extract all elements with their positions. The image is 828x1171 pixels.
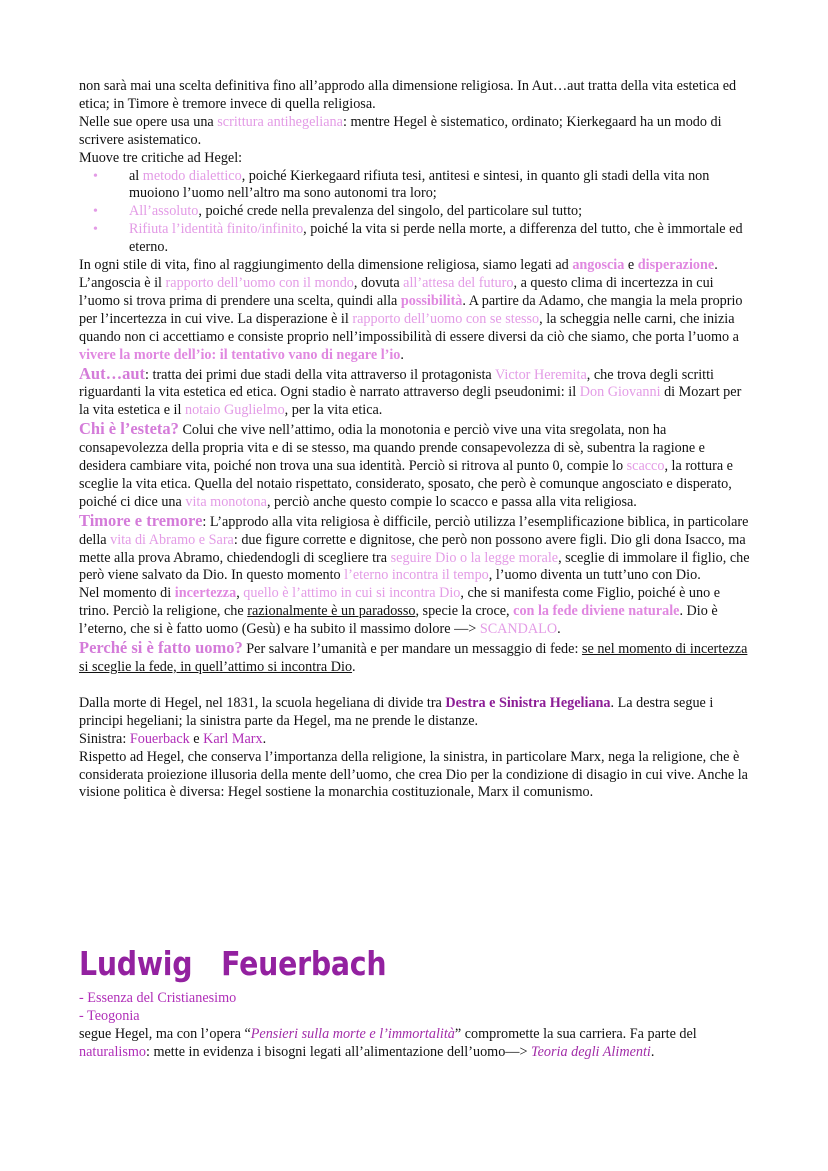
text: In ogni stile di vita, fino al raggiungimento della dimensione religiosa, siamo legati ad [79,257,573,274]
text: e [624,257,638,274]
text: , specie la croce, [415,603,514,620]
paragraph [79,1026,751,1062]
highlight: quello è l’attimo in cui si incontra Dio [243,585,461,602]
highlight: Don Giovanni [579,384,661,401]
text: di Mozart per la vita estetica e il [79,384,742,419]
text: . L’angoscia è il [79,257,718,291]
text: Colui che vive nell’attimo, odia la monotonia e perciò vive una vita sregolata, non ha consapevolezza della propria vita e di se stesso, ma quando prende consapevolezza di sè, subentra la ragione e desidera cambiare vita, poiché non trova una sua identità. Perciò si ritrova al punto 0, compie lo [79,422,705,475]
text: : due figure corrette e dignitose, che però non possono avere figli. Dio gli dona Isacco, ma mette alla prova Abramo, chiedendogli di scegliere tra [79,531,746,566]
highlight: all’attesa del futuro [403,274,514,291]
highlight: All’assoluto [129,203,199,220]
text: , poiché la vita si perde nella morte, a differenza del tutto, che è immortale ed eterno. [129,221,743,256]
text: , sceglie di immolare il figlio, che però viene salvato da Dio. In questo momento [79,549,750,584]
list-item [129,168,751,204]
text: , perciò anche questo compie lo scacco e passa alla vita religiosa. [266,493,637,510]
highlight: scrittura antihegeliana [217,113,343,130]
text: . [557,621,561,638]
text: non sarà mai una scelta definitiva fino all’approdo alla dimensione religiosa. In Aut…aut tratta della vita estetica ed etica; in Timore è tremore invece di quella religiosa. [79,78,737,112]
paragraph [79,749,751,803]
text: , per la vita etica. [284,402,383,419]
text: Dalla morte di Hegel, nel 1831, la scuola hegeliana di divide tra [79,694,446,711]
paragraph [79,257,751,364]
section-heading: Perché si è fatto uomo? [79,638,243,658]
section-heading: Aut…aut [79,363,146,383]
list-item [129,221,751,257]
text: Rispetto ad Hegel, che conserva l’importanza della religione, la sinistra, in particolare Marx, nega la religione, che è considerata proiezione illusoria della mente dell’uomo, che crea Dio per la condizione di disagio in cui vive. Anche la visione politica è diversa: Hegel sostiene la monarchia costituzionale, Marx il comunismo. [79,748,748,801]
text: , poiché crede nella prevalenza del singolo, del particolare sul tutto; [198,203,583,220]
section-title: Ludwig Feuerbach [79,944,387,983]
italic-highlight: Teoria degli Alimenti [531,1043,651,1060]
highlight: rapporto dell’uomo con il mondo [165,274,354,291]
work-item: - Essenza del Cristianesimo [79,990,237,1006]
spacer [79,677,751,695]
text: . [650,1043,655,1060]
highlight: Victor Heremita [495,366,587,383]
highlight: Karl Marx [203,730,263,747]
highlight: l’eterno incontra il tempo [344,567,489,584]
text: , la scheggia nelle carni, che inizia quando non ci accettiamo e consiste proprio nell’impossibilità di essere diversi da ciò che siamo, che porta l’uomo a [79,310,739,345]
section-heading: Chi è l’esteta? [79,419,179,439]
text: segue Hegel, ma con l’opera “ [79,1025,251,1042]
text: , l’uomo diventa un tutt’uno con Dio. [488,567,701,584]
bold-highlight: Destra e Sinistra Hegeliana [445,694,611,711]
text: : mentre Hegel è sistematico, ordinato; Kierkegaard ha un modo di scrivere asistematico. [79,113,722,148]
text: Per salvare l’umanità e per mandare un messaggio di fede: [242,641,582,658]
bold-highlight: angoscia [572,257,625,274]
paragraph [79,114,751,150]
text: : mette in evidenza i bisogni legati all’alimentazione dell’uomo—> [145,1043,532,1060]
bold-highlight: disperazione [637,257,715,274]
critiche-list [79,168,751,258]
text: , poiché Kierkegaard rifiuta tesi, antitesi e sintesi, in quanto gli stadi della vita non muoiono l’uomo nell’altro ma sono autonomi tra loro; [129,167,710,202]
bold-highlight: con la fede diviene naturale [513,603,680,620]
feuerbach-section [79,990,751,1062]
italic-highlight: Pensieri sulla morte e l’immortalità [250,1025,455,1042]
work-item: - Teogonia [79,1007,140,1024]
text: . A partire da Adamo, che mangia la mela proprio per l’incertezza in cui vive. La disperazione è il [79,292,743,327]
list-item [129,203,751,221]
bold-highlight: possibilità [400,292,463,309]
highlight: vita di Abramo e Sara [110,531,234,548]
bold-highlight: vivere la morte dell’io: il tentativo vano di negare l’io [79,346,401,363]
underlined-text: razionalmente è un paradosso [247,603,416,620]
paragraph [79,695,751,731]
text: Muove tre critiche ad Hegel: [79,149,243,166]
highlight: vita monotona [185,493,267,510]
text: Sinistra: [79,730,130,747]
text: e [189,730,204,747]
paragraph [79,420,751,512]
text: , dovuta [353,274,404,291]
highlight: rapporto dell’uomo con se stesso [352,310,540,327]
paragraph [79,365,751,421]
text: Nelle sue opere usa una [79,113,218,130]
text: . [400,346,404,363]
text: . La destra segue i principi hegeliani; la sinistra parte da Hegel, ma ne prende le distanze. [79,694,714,729]
highlight: Rifiuta l’identità finito/infinito [129,221,304,238]
text: : tratta dei primi due stadi della vita attraverso il protagonista [145,366,496,383]
paragraph [79,78,751,114]
text: . Dio è l’eterno, che si è fatto uomo (Gesù) e ha subito il massimo dolore —> [79,603,718,638]
highlight: metodo dialettico [142,167,242,184]
text: . [352,659,356,675]
highlight: Fouerback [129,730,190,747]
text: al [129,167,143,184]
section-heading: Timore e tremore [79,510,203,530]
text: : L’approdo alla vita religiosa è difficile, perciò utilizza l’esemplificazione biblica, in particolare della [79,513,749,548]
text: , la rottura e sceglie la vita etica. Quella del notaio rispettato, considerato, sposato, che però è comunque angosciato e disperato, poiché ci dice una [79,458,733,510]
paragraph [79,639,751,677]
text: . [262,730,267,747]
text: , a questo clima di incertezza in cui l’uomo si trova prima di prendere una scelta, quindi alla [79,274,714,309]
underlined-text: se nel momento di incertezza si sceglie la fede, in quell’attimo si incontra Dio [79,641,748,675]
paragraph [79,512,751,586]
paragraph [79,585,751,639]
bold-highlight: incertezza [174,585,237,602]
document-body [79,78,751,802]
text: ” compromette la sua carriera. Fa parte del [454,1025,697,1042]
text: Nel momento di [79,585,175,602]
paragraph [79,150,751,168]
text: , che si manifesta come Figlio, poiché è uno e trino. Perciò la religione, che [79,585,721,620]
text: , [236,585,244,602]
highlight: SCANDALO [479,621,558,638]
highlight: notaio Guglielmo [184,402,285,419]
paragraph [79,731,751,749]
text: , che trova degli scritti riguardanti la vita estetica ed etica. Ogni stadio è narrato attraverso degli pseudonimi: il [79,366,715,401]
highlight: seguire Dio o la legge morale [390,549,559,566]
highlight: naturalismo [79,1043,146,1060]
highlight: scacco [626,458,665,475]
